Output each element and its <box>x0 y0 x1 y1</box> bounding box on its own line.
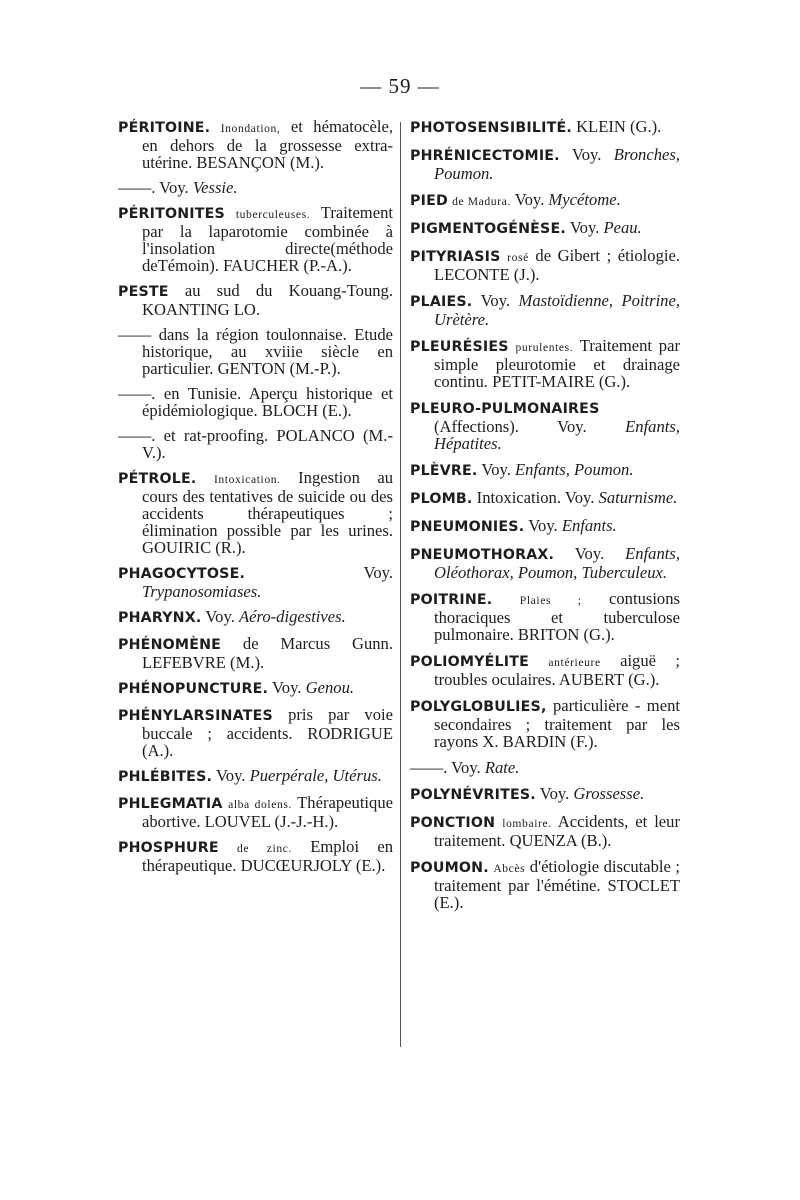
entry-text: —— dans la région toulonnaise. Etude historique, au xviiie siècle en particulier. GENTON (M.-P.). <box>118 325 393 378</box>
entry-text: Emploi en thérapeutique. DUCŒURJOLY (E.). <box>142 837 393 875</box>
entry-reference: Bronches, Poumon. <box>434 145 680 183</box>
entry-headword: PNEUMONIES. <box>410 519 525 535</box>
index-entry <box>118 427 393 461</box>
entry-text: Intoxication. Voy. <box>476 488 599 507</box>
index-entry <box>410 545 680 581</box>
entry-headword: PHARYNX. <box>118 610 202 626</box>
entry-reference: Vessie. <box>192 178 238 197</box>
entry-text: contusions thoraciques et tuberculose pulmonaire. BRITON (G.). <box>434 589 680 644</box>
index-entry <box>410 759 680 776</box>
index-entry <box>118 282 393 318</box>
entry-text: Ingestion au cours des tentatives de suicide ou des accidents thérapeutiques ; élimination possible par les urines. GOUIRIC (R.). <box>142 468 393 557</box>
index-entry <box>118 385 393 419</box>
index-entry <box>410 590 680 643</box>
index-entry <box>118 794 393 830</box>
index-entry <box>410 461 680 480</box>
entry-text: Voy. <box>569 218 604 237</box>
index-entry <box>118 838 393 874</box>
entry-text: Accidents, et leur traitement. QUENZA (B.). <box>434 812 680 850</box>
entry-text: Voy. <box>514 190 549 209</box>
index-entry <box>410 292 680 328</box>
entry-text: (Affections). Voy. <box>434 417 626 436</box>
entry-reference: Mycétome. <box>548 190 621 209</box>
entry-reference: Enfants, Oléothorax, Poumon, Tuberculeux. <box>434 544 680 582</box>
entry-qualifier: Plaies ; <box>519 594 582 607</box>
entry-headword: PLEURÉSIES <box>410 339 509 355</box>
entry-text: d'étiologie discutable ; traitement par l'émétine. STOCLET (E.). <box>434 857 680 912</box>
entry-headword: PHRÉNICECTOMIE. <box>410 148 560 164</box>
entry-text: Voy. <box>528 516 562 535</box>
entry-headword: PÉTROLE. <box>118 471 197 487</box>
index-entry <box>410 652 680 688</box>
index-entry <box>410 337 680 390</box>
entry-qualifier: rosé <box>507 251 529 264</box>
entry-reference: Rate. <box>484 758 520 777</box>
entry-text: de Marcus Gunn. LEFEBVRE (M.). <box>142 634 393 672</box>
entry-reference: Enfants, Hépatites. <box>434 417 680 453</box>
index-entry <box>410 489 680 508</box>
entry-text: Thérapeutique abortive. LOUVEL (J.-J.-H.). <box>142 793 393 831</box>
index-entry <box>410 146 680 182</box>
index-entry <box>118 679 393 698</box>
entry-reference: Saturnisme. <box>598 488 678 507</box>
entry-headword: PESTE <box>118 284 169 300</box>
index-entry <box>118 608 393 627</box>
entry-qualifier: de Madura. <box>452 195 511 208</box>
index-entry <box>118 469 393 556</box>
entry-text: pris par voie buccale ; accidents. RODRIGUE (A.). <box>142 705 393 760</box>
entry-text: Voy. <box>481 460 516 479</box>
entry-text: Traitement par simple pleurotomie et drainage continu. PETIT-MAIRE (G.). <box>434 336 680 391</box>
entry-headword: PNEUMOTHORAX. <box>410 547 555 563</box>
entry-headword: PHÉNOMÈNE <box>118 637 222 653</box>
entry-headword: PLEURO-PULMONAIRES <box>410 401 600 417</box>
entry-headword: POUMON. <box>410 860 489 876</box>
index-entry <box>118 118 393 171</box>
entry-text: ——. en Tunisie. Aperçu historique et épidémiologique. BLOCH (E.). <box>118 384 393 420</box>
entry-headword: PÉRITOINE. <box>118 120 211 136</box>
index-entry <box>118 564 393 600</box>
index-entry <box>410 858 680 911</box>
index-entry <box>410 813 680 849</box>
column-divider <box>400 122 401 1047</box>
entry-headword: POLYGLOBULIES, <box>410 699 547 715</box>
entry-text: Voy. <box>539 784 574 803</box>
entry-headword: PONCTION <box>410 815 496 831</box>
entry-headword: PÉRITONITES <box>118 206 225 222</box>
entry-headword: POLIOMYÉLITE <box>410 654 530 670</box>
entry-qualifier: Intoxication. <box>213 473 281 486</box>
entry-text: Voy. <box>271 678 306 697</box>
index-entry <box>410 219 680 238</box>
entry-text: au sud du Kouang-Toung. KOANTING LO. <box>142 281 393 319</box>
entry-text: particulière - ment secondaires ; traitement par les rayons X. BARDIN (F.). <box>434 696 680 751</box>
index-entry <box>410 697 680 750</box>
index-entry <box>118 204 393 274</box>
entry-reference: Enfants. <box>561 516 617 535</box>
entry-headword: PLOMB. <box>410 491 473 507</box>
entry-qualifier: antérieure <box>548 656 601 669</box>
entry-reference: Aéro-digestives. <box>239 607 346 626</box>
entry-reference: Mastoïdienne, Poitrine, Urètère. <box>434 291 680 329</box>
entry-headword: PITYRIASIS <box>410 249 501 265</box>
entry-reference: Peau. <box>603 218 642 237</box>
entry-qualifier: Inondation, <box>220 122 281 135</box>
right-column <box>410 118 680 920</box>
entry-text: Voy. <box>480 291 519 310</box>
index-entry <box>410 785 680 804</box>
index-entry <box>410 118 680 137</box>
entry-qualifier: purulentes. <box>515 341 574 354</box>
entry-headword: POITRINE. <box>410 592 493 608</box>
entry-reference: Puerpérale, Utérus. <box>249 766 382 785</box>
entry-text: KLEIN (G.). <box>576 117 662 136</box>
entry-text: Voy. <box>205 607 239 626</box>
entry-headword: PHOTOSENSIBILITÉ. <box>410 120 572 136</box>
entry-text: Voy. <box>363 563 393 582</box>
entry-text: ——. Voy. <box>118 178 193 197</box>
entry-reference: Enfants, Poumon. <box>515 460 634 479</box>
entry-headword: PHÉNOPUNCTURE. <box>118 681 269 697</box>
entry-text: Voy. <box>574 544 626 563</box>
index-entry <box>118 767 393 786</box>
entry-text: ——. et rat-proofing. POLANCO (M.-V.). <box>118 426 393 462</box>
entry-text: Traitement par la laparotomie combinée à l'insolation directe(méthode deTémoin). FAUCHER (P.-A.). <box>142 203 393 275</box>
entry-headword: PLÈVRE. <box>410 463 478 479</box>
entry-qualifier: tuberculeuses. <box>235 208 311 221</box>
entry-reference: Genou. <box>305 678 355 697</box>
entry-headword: PHOSPHURE <box>118 840 219 856</box>
entry-reference: Grossesse. <box>573 784 645 803</box>
index-entry <box>118 179 393 196</box>
entry-headword: POLYNÉVRITES. <box>410 787 536 803</box>
entry-qualifier: de zinc. <box>237 842 292 855</box>
entry-headword: PIED <box>410 193 448 209</box>
index-entry <box>118 706 393 759</box>
index-entry <box>118 326 393 377</box>
page-number: — 59 — <box>360 74 440 98</box>
entry-headword: PHAGOCYTOSE. <box>118 566 246 582</box>
entry-headword: PLAIES. <box>410 294 473 310</box>
entry-qualifier: lombaire. <box>502 817 552 830</box>
index-entry <box>118 635 393 671</box>
entry-qualifier: alba dolens. <box>228 798 292 811</box>
index-entry <box>410 247 680 283</box>
entry-reference: Trypanosomiases. <box>142 582 262 601</box>
entry-headword: PHLÉBITES. <box>118 769 213 785</box>
index-entry <box>410 517 680 536</box>
index-entry <box>410 399 680 452</box>
entry-text: ——. Voy. <box>410 758 485 777</box>
entry-text: Voy. <box>215 766 250 785</box>
left-column <box>118 118 393 882</box>
entry-headword: PIGMENTOGÉNÈSE. <box>410 221 566 237</box>
entry-text: et hématocèle, en dehors de la grossesse extra-utérine. BESANÇON (M.). <box>142 117 393 172</box>
entry-headword: PHLEGMATIA <box>118 796 223 812</box>
index-entry <box>410 191 680 210</box>
entry-qualifier: Abcès <box>493 862 526 875</box>
entry-text: Voy. <box>571 145 614 164</box>
entry-text: aiguë ; troubles oculaires. AUBERT (G.). <box>434 651 680 689</box>
entry-text: de Gibert ; étiologie. LECONTE (J.). <box>434 246 680 284</box>
entry-headword: PHÉNYLARSINATES <box>118 708 273 724</box>
